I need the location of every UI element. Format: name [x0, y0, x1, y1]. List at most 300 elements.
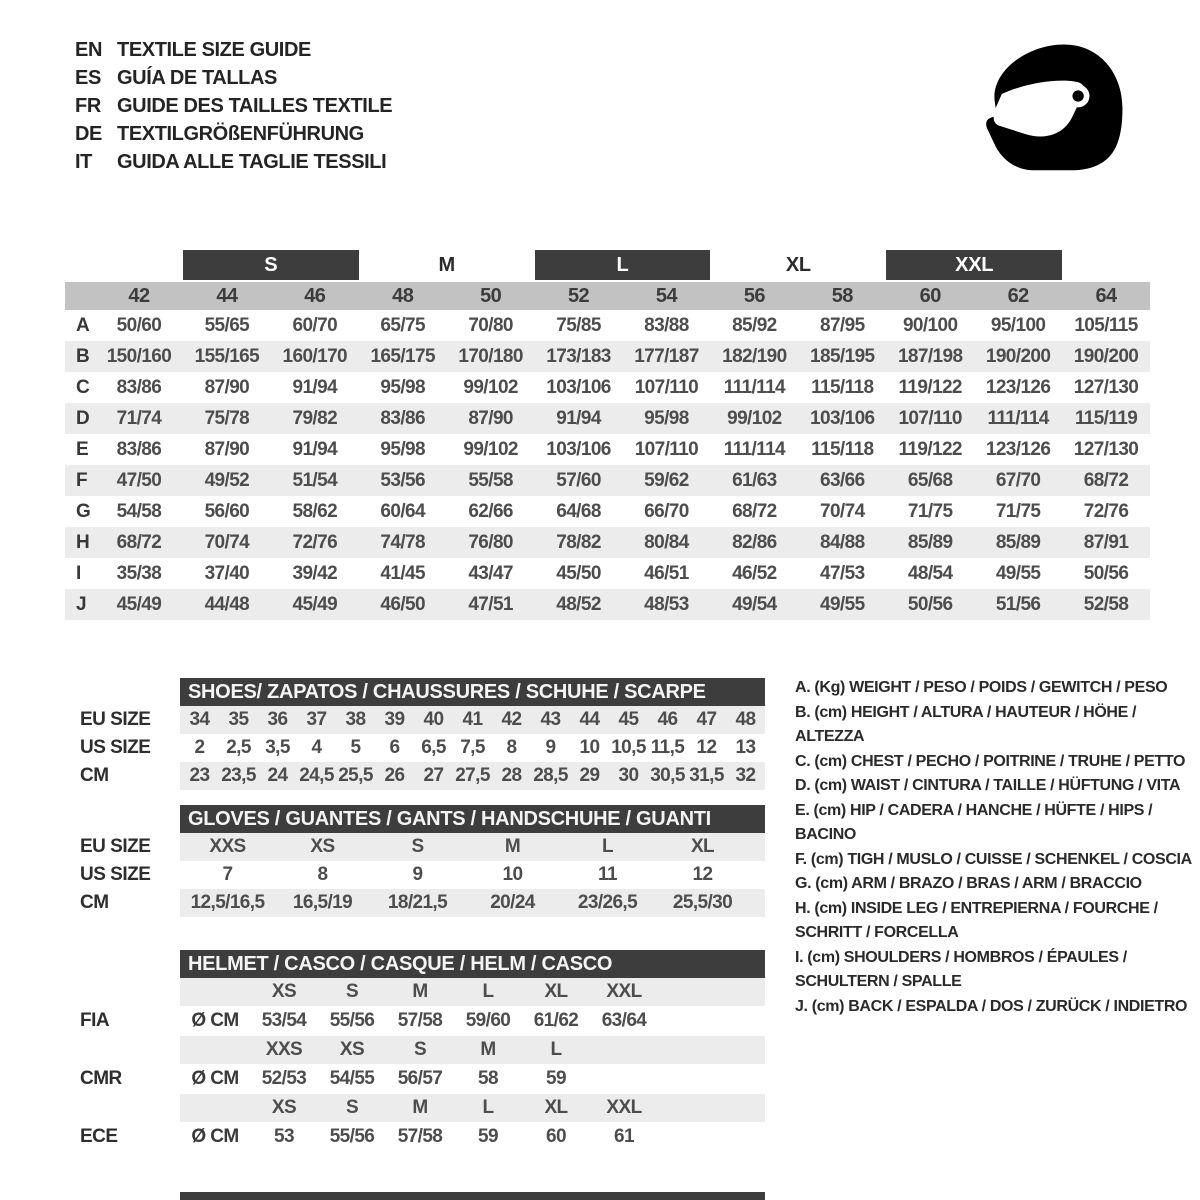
measurement-cell: 48/52: [556, 593, 601, 615]
measurement-cell: 46/50: [380, 593, 425, 615]
measure-row-d: [65, 403, 1150, 434]
measurement-cell: 107/110: [634, 376, 699, 398]
measurement-cell: 41/45: [380, 562, 425, 584]
value-cell: 56/57: [397, 1068, 443, 1089]
measurement-cell: 95/100: [990, 314, 1046, 336]
measurement-cell: 75/78: [204, 407, 250, 429]
value-cell: 30,5: [650, 765, 685, 786]
size-number-cell: 54: [655, 284, 677, 307]
legend-item: E. (cm) HIP / CADERA / HANCHE / HÜFTE / HIPS / BACINO: [795, 801, 1153, 843]
measurement-cell: 87/90: [468, 407, 513, 429]
value-cell: 10: [579, 737, 600, 758]
value-cell: 2,5: [226, 737, 251, 758]
shoes-table: [80, 678, 780, 790]
measurement-cell: 107/110: [898, 407, 962, 429]
value-cell: 41: [462, 709, 483, 730]
helmet-size-row: [80, 978, 780, 1006]
measurement-cell: 75/85: [556, 314, 601, 336]
value-cell: 5: [350, 737, 361, 758]
language-list: [75, 36, 392, 176]
measurement-cell: 119/122: [898, 376, 962, 398]
value-cell: 11: [598, 864, 617, 885]
measurement-cell: 64/68: [556, 500, 601, 522]
measurement-cell: 60/70: [292, 314, 338, 336]
measurement-cell: 107/110: [634, 438, 699, 460]
measure-row-i: [65, 558, 1150, 589]
measurement-cell: 66/70: [644, 500, 689, 522]
size-label-cell: XS: [339, 1039, 365, 1060]
value-cell: 59: [478, 1126, 498, 1147]
measurement-cell: 95/98: [380, 438, 425, 460]
value-cell: 12: [692, 864, 713, 885]
measure-row-c: [65, 372, 1150, 403]
shoes-table-title: SHOES/ ZAPATOS / CHAUSSURES / SCHUHE / SCARPE: [188, 681, 706, 703]
size-group-xl: XL: [785, 254, 811, 276]
measurement-cell: 115/119: [1074, 407, 1138, 429]
measurement-cell: 71/75: [907, 500, 953, 522]
measurement-cell: 45/49: [292, 593, 338, 615]
value-cell: M: [504, 836, 521, 857]
helmet-size-row: [80, 1094, 780, 1122]
measurement-cell: 111/114: [987, 407, 1049, 429]
measurement-cell: 67/70: [995, 469, 1041, 491]
measurement-cell: 83/86: [116, 438, 162, 460]
measurement-cell: 82/86: [732, 531, 777, 553]
value-cell: 2: [194, 737, 205, 758]
measurement-cell: 45/49: [116, 593, 162, 615]
measurement-cell: 84/88: [820, 531, 865, 553]
measurement-cell: 83/86: [380, 407, 425, 429]
measurement-cell: 55/65: [204, 314, 250, 336]
measurement-cell: 39/42: [292, 562, 338, 584]
measure-row-g: [65, 496, 1150, 527]
measurement-cell: 80/84: [644, 531, 689, 553]
value-cell: 53: [274, 1126, 294, 1147]
cells-row: [180, 1064, 765, 1094]
size-number-cell: 46: [304, 284, 326, 307]
row-label: EU SIZE: [80, 836, 151, 857]
gloves-table-title-bar: [180, 805, 765, 833]
value-cell: 24: [267, 765, 288, 786]
measurement-cell: 185/195: [810, 345, 875, 367]
language-title: GUIDE DES TAILLES TEXTILE: [117, 94, 393, 117]
value-cell: 44: [579, 709, 600, 730]
row-label: [80, 978, 180, 1006]
cells-row: [180, 1094, 765, 1122]
measurement-cell: 87/90: [204, 376, 250, 398]
measurement-cell: 45/50: [556, 562, 601, 584]
measurement-cell: 190/200: [985, 345, 1051, 367]
measurement-cell: 68/72: [116, 531, 162, 553]
measurement-cell: 50/56: [907, 593, 953, 615]
legend-list: [795, 676, 1193, 1019]
row-label: US SIZE: [80, 864, 151, 885]
value-cell: 61/62: [533, 1010, 579, 1031]
measurement-cell: 87/95: [820, 314, 865, 336]
row-letter: B: [76, 345, 90, 367]
value-cell: 25,5/30: [672, 892, 733, 913]
value-cell: 57/58: [397, 1126, 443, 1147]
measurement-cell: 49/55: [820, 593, 865, 615]
value-cell: 16,5/19: [292, 892, 353, 913]
measurement-cell: 182/190: [722, 345, 787, 367]
measurement-cell: 87/90: [204, 438, 250, 460]
helmet-table-title: HELMET / CASCO / CASQUE / HELM / CASCO: [188, 953, 613, 975]
measurement-cell: 51/54: [292, 469, 338, 491]
language-code: IT: [75, 150, 92, 173]
size-label-cell: L: [550, 1039, 562, 1060]
row-letter: H: [76, 531, 90, 553]
measurement-cell: 177/187: [634, 345, 699, 367]
value-cell: 6: [389, 737, 400, 758]
value-cell: 39: [384, 709, 405, 730]
size-label-cell: L: [482, 1097, 494, 1118]
value-cell: S: [411, 836, 424, 857]
value-cell: 4: [311, 737, 322, 758]
value-cell: 10: [502, 864, 523, 885]
measurement-cell: 48/54: [907, 562, 953, 584]
measurement-cell: 51/56: [995, 593, 1041, 615]
measurement-cell: 95/98: [644, 407, 689, 429]
value-cell: 47: [696, 709, 717, 730]
measurement-cell: 46/52: [732, 562, 777, 584]
size-label-cell: XS: [271, 981, 297, 1002]
value-cell: 9: [545, 737, 556, 758]
cells-row: [180, 1122, 765, 1152]
diameter-unit-cell: Ø CM: [191, 1126, 239, 1147]
row-letter: A: [76, 314, 90, 336]
measurement-cell: 99/102: [463, 376, 518, 398]
language-row: [75, 148, 392, 176]
value-cell: 43: [540, 709, 561, 730]
measurement-cell: 115/118: [811, 438, 874, 460]
cells-row: [180, 978, 765, 1006]
legend-item: G. (cm) ARM / BRAZO / BRAS / ARM / BRACCIO: [795, 875, 1142, 892]
measurement-cell: 115/118: [811, 376, 874, 398]
measurement-cell: 52/58: [1083, 593, 1129, 615]
row-letter: F: [76, 469, 88, 491]
measurement-cell: 83/88: [644, 314, 689, 336]
cells-row: [180, 1006, 765, 1036]
size-label-cell: XL: [544, 1097, 568, 1118]
measurement-cell: 91/94: [292, 376, 338, 398]
language-title: TEXTILE SIZE GUIDE: [117, 38, 311, 61]
measurement-cell: 165/175: [370, 345, 435, 367]
size-number-row: [65, 282, 1150, 310]
measurement-cell: 190/200: [1073, 345, 1139, 367]
measurement-cell: 43/47: [468, 562, 513, 584]
measurement-cell: 123/126: [985, 376, 1051, 398]
size-group-l: L: [535, 250, 711, 280]
size-label-cell: XS: [271, 1097, 297, 1118]
value-cell: 38: [345, 709, 366, 730]
measurement-cell: 85/89: [907, 531, 953, 553]
language-row: [75, 64, 392, 92]
language-code: DE: [75, 122, 102, 145]
measurement-cell: 111/114: [723, 438, 786, 460]
value-cell: 20/24: [490, 892, 535, 913]
legend-item: D. (cm) WAIST / CINTURA / TAILLE / HÜFTUNG / VITA: [795, 777, 1181, 794]
cells-row: [180, 734, 765, 762]
measurement-cell: 50/56: [1083, 562, 1129, 584]
value-cell: 3,5: [265, 737, 290, 758]
cutoff-section-bar: [180, 1192, 765, 1200]
value-cell: 35: [228, 709, 249, 730]
language-code: FR: [75, 94, 101, 117]
value-cell: 12,5/16,5: [190, 892, 265, 913]
measurement-cell: 65/75: [380, 314, 425, 336]
measurement-cell: 65/68: [907, 469, 953, 491]
value-cell: 10,5: [611, 737, 646, 758]
main-table-body: [65, 310, 1150, 620]
row-label: EU SIZE: [80, 709, 151, 730]
size-group-m: M: [438, 254, 455, 276]
measurement-cell: 54/58: [116, 500, 162, 522]
subtable-row: [80, 861, 780, 889]
size-label-cell: S: [345, 1097, 359, 1118]
measurement-cell: 49/54: [732, 593, 777, 615]
measurement-cell: 111/114: [723, 376, 786, 398]
size-group-s: S: [183, 250, 359, 280]
measurement-cell: 99/102: [463, 438, 518, 460]
size-number-cell: 62: [1007, 284, 1029, 307]
value-cell: 13: [735, 737, 756, 758]
legend-item: J. (cm) BACK / ESPALDA / DOS / ZURÜCK / INDIETRO: [795, 997, 1188, 1015]
value-cell: 12: [696, 737, 717, 758]
measurement-cell: 47/53: [820, 562, 865, 584]
shoes-table-title-bar: [180, 678, 765, 706]
value-cell: 53/54: [261, 1010, 307, 1031]
language-title: GUÍA DE TALLAS: [117, 66, 277, 89]
row-label: CM: [80, 892, 109, 913]
cells-row: [180, 1036, 765, 1064]
size-number-cell: 42: [128, 284, 150, 307]
size-label-cell: M: [412, 1097, 428, 1118]
racing-helmet-icon: [975, 30, 1140, 195]
measurement-cell: 61/63: [732, 469, 777, 491]
measurement-cell: 127/130: [1073, 438, 1139, 460]
value-cell: 27,5: [455, 765, 490, 786]
helmet-table: [80, 950, 780, 1152]
diameter-unit-cell: Ø CM: [191, 1068, 239, 1089]
measurement-cell: 56/60: [204, 500, 250, 522]
value-cell: 30: [618, 765, 639, 786]
row-letter: J: [76, 593, 86, 615]
helmet-table-title-bar: [180, 950, 765, 978]
value-cell: 8: [506, 737, 517, 758]
measurement-cell: 95/98: [380, 376, 425, 398]
measurement-cell: 70/74: [820, 500, 865, 522]
helmet-value-row: [80, 1006, 780, 1036]
gloves-table: [80, 805, 780, 917]
row-label: [80, 1036, 180, 1064]
language-row: [75, 36, 392, 64]
subtable-row: [80, 706, 780, 734]
measurement-cell: 85/89: [995, 531, 1041, 553]
measurement-cell: 127/130: [1073, 376, 1139, 398]
value-cell: 60: [546, 1126, 566, 1147]
measurement-cell: 48/53: [644, 593, 689, 615]
value-cell: 8: [317, 864, 328, 885]
value-cell: XXS: [209, 836, 246, 857]
legend-item: B. (cm) HEIGHT / ALTURA / HAUTEUR / HÖHE / ALTEZZA: [795, 703, 1137, 745]
size-number-cell: 52: [568, 284, 590, 307]
measurement-cell: 55/58: [468, 469, 513, 491]
language-title: GUIDA ALLE TAGLIE TESSILI: [117, 150, 387, 173]
cells-row: [180, 889, 765, 917]
value-cell: 40: [423, 709, 444, 730]
value-cell: 6,5: [421, 737, 446, 758]
measure-row-h: [65, 527, 1150, 558]
measurement-cell: 87/91: [1083, 531, 1129, 553]
row-label: CM: [80, 765, 109, 786]
size-label-cell: S: [413, 1039, 427, 1060]
size-number-cell: 56: [743, 284, 765, 307]
value-cell: 45: [618, 709, 639, 730]
measurement-cell: 74/78: [380, 531, 425, 553]
standard-label: FIA: [80, 1010, 110, 1031]
value-cell: 55/56: [329, 1126, 375, 1147]
value-cell: 52/53: [261, 1068, 307, 1089]
value-cell: 59: [546, 1068, 566, 1089]
cells-row: [180, 833, 765, 861]
value-cell: 9: [412, 864, 423, 885]
value-cell: 63/64: [601, 1010, 647, 1031]
value-cell: L: [601, 836, 613, 857]
value-cell: 61: [614, 1126, 634, 1147]
value-cell: 37: [306, 709, 327, 730]
measurement-cell: 90/100: [902, 314, 958, 336]
size-number-cell: 50: [480, 284, 502, 307]
value-cell: 25,5: [338, 765, 373, 786]
measurement-cell: 85/92: [732, 314, 777, 336]
value-cell: 28: [501, 765, 522, 786]
cells-row: [180, 706, 765, 734]
value-cell: 57/58: [397, 1010, 443, 1031]
subtable-row: [80, 762, 780, 790]
measurement-cell: 103/106: [810, 407, 875, 429]
measurement-cell: 46/51: [644, 562, 689, 584]
measurement-cell: 37/40: [204, 562, 250, 584]
measurement-cell: 44/48: [204, 593, 250, 615]
measurement-cell: 49/55: [995, 562, 1041, 584]
legend-item: F. (cm) TIGH / MUSLO / CUISSE / SCHENKEL / COSCIA: [795, 850, 1192, 868]
textile-size-table: [65, 250, 1150, 620]
size-label-cell: M: [412, 981, 428, 1002]
size-number-cell: 64: [1095, 284, 1117, 307]
value-cell: 7,5: [460, 737, 485, 758]
measurement-cell: 170/180: [458, 345, 523, 367]
value-cell: 48: [735, 709, 756, 730]
helmet-value-row: [80, 1064, 780, 1094]
size-number-cell: 58: [831, 284, 853, 307]
measurement-cell: 91/94: [292, 438, 338, 460]
measurement-cell: 47/50: [116, 469, 162, 491]
measurement-cell: 119/122: [898, 438, 962, 460]
value-cell: 7: [222, 864, 233, 885]
value-cell: 27: [423, 765, 444, 786]
measurement-cell: 160/170: [282, 345, 348, 367]
diameter-unit-cell: Ø CM: [191, 1010, 239, 1031]
value-cell: 58: [478, 1068, 498, 1089]
size-label-cell: M: [480, 1039, 496, 1060]
measurement-cell: 187/198: [897, 345, 963, 367]
row-label: US SIZE: [80, 737, 151, 758]
legend-item: A. (Kg) WEIGHT / PESO / POIDS / GEWITCH / PESO: [795, 679, 1168, 696]
measurement-cell: 68/72: [1083, 469, 1129, 491]
size-number-cell: 44: [216, 284, 238, 307]
measure-row-a: [65, 310, 1150, 341]
size-label-cell: L: [482, 981, 494, 1002]
row-letter: I: [76, 562, 81, 584]
value-cell: 32: [735, 765, 756, 786]
size-label-cell: XXS: [265, 1039, 303, 1060]
size-group-xxl: XXL: [886, 250, 1062, 280]
value-cell: 36: [267, 709, 288, 730]
language-code: EN: [75, 38, 102, 61]
measurement-cell: 35/38: [116, 562, 162, 584]
value-cell: 24,5: [299, 765, 334, 786]
value-cell: 55/56: [329, 1010, 375, 1031]
measurement-cell: 57/60: [556, 469, 601, 491]
measurement-cell: 83/86: [116, 376, 162, 398]
measurement-cell: 71/75: [995, 500, 1041, 522]
measurement-cell: 78/82: [556, 531, 601, 553]
measurement-cell: 49/52: [204, 469, 250, 491]
legend-item: C. (cm) CHEST / PECHO / POITRINE / TRUHE / PETTO: [795, 752, 1186, 770]
language-row: [75, 120, 392, 148]
subtable-row: [80, 889, 780, 917]
row-letter: D: [76, 407, 90, 429]
measurement-cell: 155/165: [194, 345, 260, 367]
measurement-cell: 150/160: [106, 345, 172, 367]
value-cell: 54/55: [329, 1068, 375, 1089]
row-label: [80, 1094, 180, 1122]
measure-row-e: [65, 434, 1150, 465]
measurement-cell: 62/66: [468, 500, 513, 522]
language-title: TEXTILGRÖßENFÜHRUNG: [117, 122, 364, 145]
value-cell: 42: [501, 709, 522, 730]
measurement-cell: 53/56: [380, 469, 425, 491]
measurement-cell: 59/62: [644, 469, 689, 491]
cells-row: [180, 762, 765, 790]
measurement-cell: 70/74: [204, 531, 250, 553]
measurement-cell: 72/76: [292, 531, 338, 553]
size-label-cell: S: [345, 981, 359, 1002]
measurement-cell: 103/106: [546, 438, 611, 460]
value-cell: 29: [579, 765, 600, 786]
measurement-cell: 91/94: [556, 407, 601, 429]
size-label-cell: XL: [544, 981, 568, 1002]
value-cell: 28,5: [533, 765, 568, 786]
value-cell: 23,5: [221, 765, 256, 786]
measurement-cell: 76/80: [468, 531, 513, 553]
value-cell: 59/60: [465, 1010, 511, 1031]
value-cell: 18/21,5: [387, 892, 448, 913]
measurement-cell: 79/82: [292, 407, 338, 429]
value-cell: 46: [657, 709, 678, 730]
helmet-size-row: [80, 1036, 780, 1064]
value-cell: XL: [690, 836, 715, 857]
measurement-cell: 123/126: [985, 438, 1051, 460]
row-letter: E: [76, 438, 89, 460]
subtable-row: [80, 734, 780, 762]
value-cell: 31,5: [689, 765, 724, 786]
size-group-row: [65, 250, 1150, 280]
measurement-cell: 50/60: [116, 314, 162, 336]
measurement-cell: 60/64: [380, 500, 425, 522]
value-cell: 34: [189, 709, 210, 730]
